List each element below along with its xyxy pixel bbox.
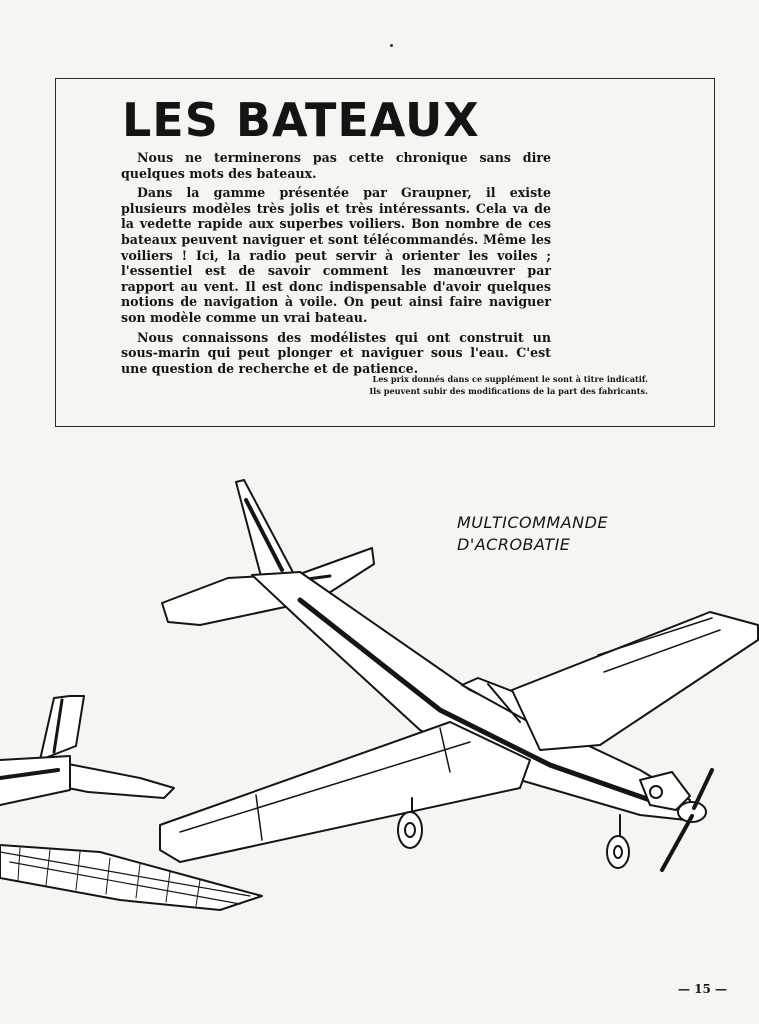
article-paragraph-3: Nous connaissons des modélistes qui ont construit un sous-marin qui peut plonger et naviguer sous l'eau. C'est une question de recherche et de patience. <box>121 329 551 376</box>
disclaimer-line-2: Ils peuvent subir des modifications de la part des fabricants. <box>369 386 648 396</box>
right-wing <box>512 612 758 750</box>
aerobatic-plane-illustration <box>0 460 759 940</box>
caption-line-2: D'ACROBATIE <box>457 535 571 554</box>
second-plane-tailplane <box>58 762 174 798</box>
left-wing <box>160 722 530 862</box>
article-paragraph-2: Dans la gamme présentée par Graupner, il existe plusieurs modèles très jolis et très intéressants. Cela va de la vedette rapide aux superbes voiliers. Bon nombre de ces bateaux peuvent naviguer et sont télécommandés. Même les voiliers ! Ici, la radio peut servir à orienter les voiles ; l'essentiel est de savoir comment les manœuvrer par rapport au vent. Il est donc indispensable d'avoir quelques notions de navigation à voile. On peut ainsi faire naviguer son modèle comme un vrai bateau. <box>121 185 551 325</box>
disclaimer-line-1: Les prix donnés dans ce supplément le sont à titre indicatif. <box>372 374 648 384</box>
article-body <box>121 150 551 380</box>
tail-fin <box>236 480 296 580</box>
printer-dot <box>390 44 393 47</box>
caption-line-1: MULTICOMMANDE <box>457 513 609 532</box>
article-title: LES BATEAUX <box>122 93 480 147</box>
price-disclaimer <box>300 373 648 397</box>
article-paragraph-1: Nous ne terminerons pas cette chronique sans dire quelques mots des bateaux. <box>121 150 551 181</box>
illustration-caption <box>457 512 608 556</box>
page-number: — 15 — <box>678 982 728 996</box>
